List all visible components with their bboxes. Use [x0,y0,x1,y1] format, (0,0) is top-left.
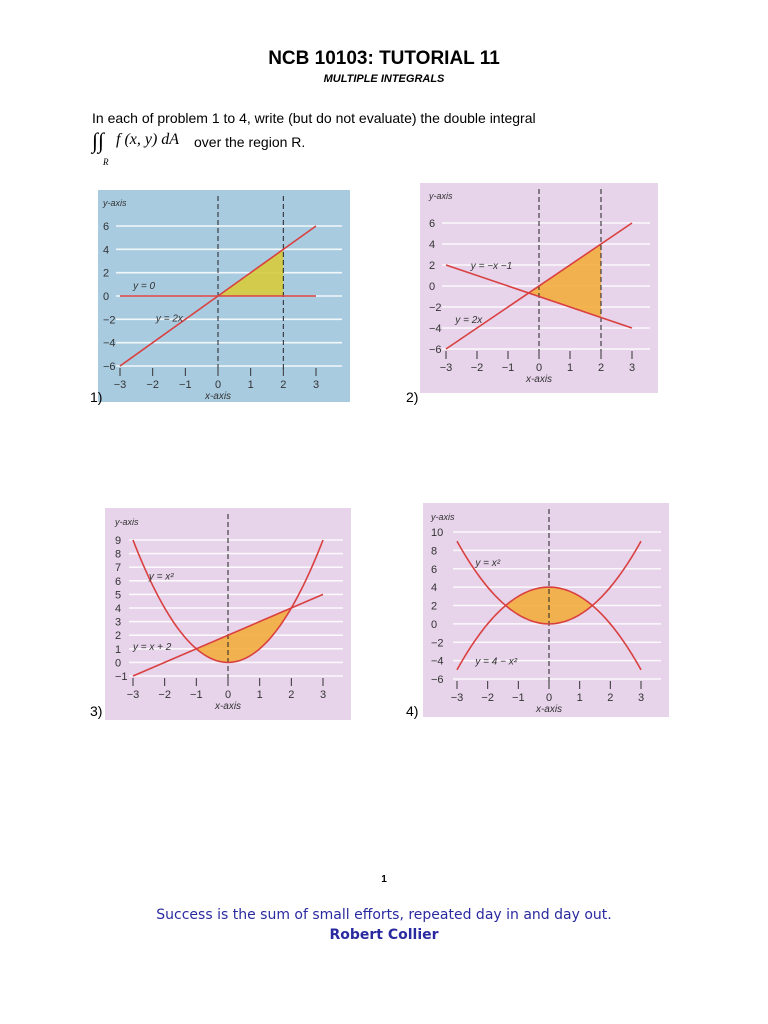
integrand: f (x, y) dA [116,131,180,148]
y-tick-label: 2 [103,267,110,280]
y-axis-title: y-axis [429,191,453,201]
x-tick-label: 2 [280,379,287,391]
problem-label-1: 1) [90,389,103,405]
x-tick-label: 1 [256,689,263,701]
x-axis-title: x-axis [525,374,553,385]
x-tick-label: 2 [597,362,605,374]
x-axis-title: x-axis [535,704,563,715]
double-integral-expression [92,128,412,168]
footer-quote-author: Robert Collier [329,927,439,943]
x-tick-label: 0 [214,379,222,391]
y-tick-label: 0 [115,657,122,670]
y-tick-label: 6 [431,563,438,576]
x-tick-label: 3 [637,692,645,704]
x-tick-label: 0 [535,362,543,374]
x-tick-label: −3 [439,362,453,374]
y-tick-label: 6 [103,221,110,233]
x-tick-label: 3 [312,379,320,391]
graph-panel-1 [98,190,350,402]
x-tick-label: 1 [247,379,254,391]
y-tick-label: −6 [431,674,444,686]
y-tick-label: 10 [431,527,444,539]
y-tick-label: −4 [103,337,116,350]
problem-label-3: 3) [90,703,103,719]
x-axis-title: x-axis [204,391,232,402]
y-tick-label: 8 [115,548,122,561]
integral-subscript: R [103,157,109,167]
y-tick-label: 4 [103,244,110,257]
y-tick-label: 7 [115,562,122,575]
page-subtitle: MULTIPLE INTEGRALS [323,73,445,85]
graph-panel-3 [105,508,351,720]
graph-2-svg [420,183,658,393]
problem-label-2: 2) [406,389,419,405]
x-axis-title: x-axis [214,701,242,712]
curve-label: y = 2x [455,314,483,326]
problem-label-4: 4) [406,703,419,719]
y-tick-label: 2 [115,630,122,643]
y-tick-label: 6 [429,218,436,230]
curve-label: y = x² [148,571,174,583]
graph-4-svg [423,503,669,717]
x-tick-label: −2 [146,379,159,391]
y-tick-label: 8 [431,545,438,558]
x-tick-label: −2 [158,689,171,701]
y-tick-label: 4 [431,582,438,595]
integral-tail-text: over the region R. [194,134,306,150]
y-tick-label: 1 [115,643,122,656]
x-tick-label: −1 [512,692,525,704]
y-tick-label: 0 [431,618,438,631]
y-tick-label: 2 [429,260,436,272]
x-tick-label: 2 [607,692,614,704]
page-number: 1 [381,874,387,885]
curve-label: y = −x −1 [470,261,513,273]
graph-3-svg [105,508,351,720]
y-tick-label: 6 [115,575,122,588]
x-tick-label: −1 [179,379,192,391]
x-tick-label: 3 [628,362,636,374]
curve-label: y = 4 − x² [475,656,518,668]
y-axis-title: y-axis [431,512,455,522]
x-tick-label: −2 [470,362,484,374]
y-axis-title: y-axis [103,198,127,208]
x-tick-label: 1 [576,692,583,704]
graph-panel-2 [420,183,658,393]
x-tick-label: 0 [224,689,232,701]
x-tick-label: 2 [288,689,295,701]
y-tick-label: 3 [115,616,122,629]
y-tick-label: 5 [115,589,122,602]
y-tick-label: 4 [429,239,436,251]
y-tick-label: −2 [103,314,116,327]
x-tick-label: 1 [566,362,574,374]
x-tick-label: −3 [450,692,464,704]
y-tick-label: 2 [431,600,438,613]
x-tick-label: 0 [545,692,553,704]
y-tick-label: −6 [429,344,442,356]
y-tick-label: −4 [429,323,442,335]
y-tick-label: 0 [103,291,110,303]
y-tick-label: −1 [115,671,128,683]
curve-label: y = 0 [133,281,156,292]
x-tick-label: 3 [319,689,327,701]
curve-label: y = 2x [155,313,183,325]
x-tick-label: −1 [501,362,515,374]
y-tick-label: −6 [103,361,116,373]
curve-label: y = x² [475,557,501,569]
y-tick-label: 4 [115,603,122,615]
y-tick-label: −2 [429,302,442,314]
curve-label: y = x + 2 [133,642,172,654]
y-tick-label: 0 [429,281,436,293]
x-tick-label: −1 [190,689,203,701]
x-tick-label: −3 [126,689,140,701]
graph-panel-4 [423,503,669,717]
graph-1-svg [98,190,350,402]
footer-quote: Success is the sum of small efforts, repeated day in and day out. [156,907,612,923]
x-tick-label: −2 [481,692,494,704]
x-tick-label: −3 [113,379,127,391]
y-axis-title: y-axis [115,517,139,527]
y-tick-label: −2 [431,637,444,650]
y-tick-label: −4 [431,655,444,668]
integral-signs: ∫∫ [92,128,105,153]
y-tick-label: 9 [115,535,122,547]
instruction-text: In each of problem 1 to 4, write (but do not evaluate) the double integral [92,110,536,126]
page-title: NCB 10103: TUTORIAL 11 [268,48,500,69]
